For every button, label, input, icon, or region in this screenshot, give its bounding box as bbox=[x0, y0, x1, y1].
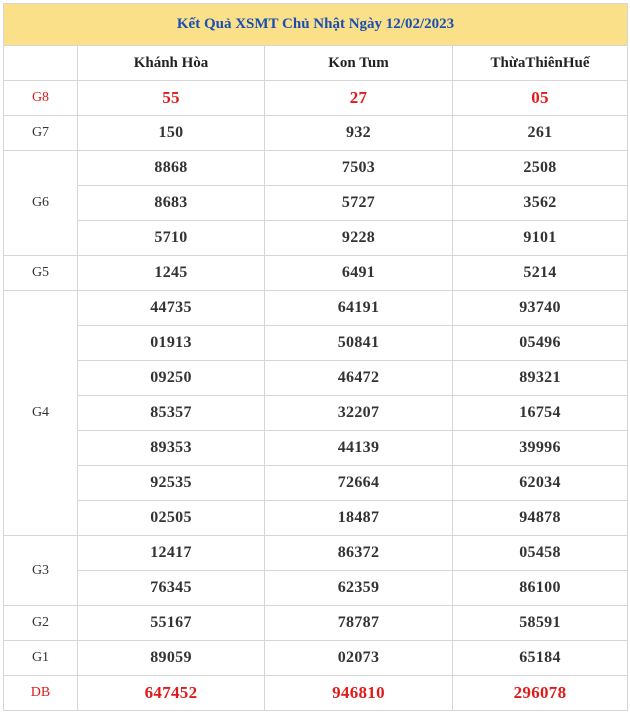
result-number: 5727 bbox=[265, 186, 453, 221]
result-number: 5214 bbox=[453, 256, 628, 291]
prize-row-g4 bbox=[4, 431, 628, 466]
prize-rows bbox=[4, 81, 628, 711]
prize-row-db bbox=[4, 676, 628, 711]
result-number: 8868 bbox=[78, 151, 265, 186]
prize-row-g3 bbox=[4, 536, 628, 571]
prize-label-g1: G1 bbox=[4, 641, 78, 676]
result-number: 86372 bbox=[265, 536, 453, 571]
special-prize-number: 647452 bbox=[78, 676, 265, 711]
result-number: 94878 bbox=[453, 501, 628, 536]
prize-label-g2: G2 bbox=[4, 606, 78, 641]
province-header-row bbox=[4, 46, 628, 81]
province-header: Khánh Hòa bbox=[78, 46, 265, 81]
result-number: 85357 bbox=[78, 396, 265, 431]
prize-label-g6: G6 bbox=[4, 151, 78, 256]
result-number: 7503 bbox=[265, 151, 453, 186]
result-number: 89321 bbox=[453, 361, 628, 396]
result-number: 02505 bbox=[78, 501, 265, 536]
result-number: 09250 bbox=[78, 361, 265, 396]
province-header: ThừaThiênHuế bbox=[453, 46, 628, 81]
prize-row-g4 bbox=[4, 291, 628, 326]
prize-row-g4 bbox=[4, 361, 628, 396]
result-number: 46472 bbox=[265, 361, 453, 396]
prize-label-g8: G8 bbox=[4, 81, 78, 116]
result-number: 89059 bbox=[78, 641, 265, 676]
result-number: 65184 bbox=[453, 641, 628, 676]
prize-column-header bbox=[4, 46, 78, 81]
result-number: 32207 bbox=[265, 396, 453, 431]
result-number: 78787 bbox=[265, 606, 453, 641]
result-number: 5710 bbox=[78, 221, 265, 256]
lottery-results-table bbox=[3, 3, 628, 711]
result-number: 44139 bbox=[265, 431, 453, 466]
special-prize-number: 296078 bbox=[453, 676, 628, 711]
prize-row-g4 bbox=[4, 326, 628, 361]
result-number: 58591 bbox=[453, 606, 628, 641]
result-number: 62359 bbox=[265, 571, 453, 606]
results-container bbox=[3, 3, 627, 711]
prize-label-db: DB bbox=[4, 676, 78, 711]
result-number: 44735 bbox=[78, 291, 265, 326]
province-header: Kon Tum bbox=[265, 46, 453, 81]
result-number: 8683 bbox=[78, 186, 265, 221]
result-number: 932 bbox=[265, 116, 453, 151]
prize-row-g6 bbox=[4, 151, 628, 186]
result-number: 261 bbox=[453, 116, 628, 151]
result-number: 150 bbox=[78, 116, 265, 151]
result-number: 39996 bbox=[453, 431, 628, 466]
result-number: 05458 bbox=[453, 536, 628, 571]
result-number: 12417 bbox=[78, 536, 265, 571]
result-number: 16754 bbox=[453, 396, 628, 431]
result-number: 05496 bbox=[453, 326, 628, 361]
result-number: 64191 bbox=[265, 291, 453, 326]
result-number: 01913 bbox=[78, 326, 265, 361]
result-number: 89353 bbox=[78, 431, 265, 466]
prize-row-g5 bbox=[4, 256, 628, 291]
prize-row-g6 bbox=[4, 186, 628, 221]
result-number: 18487 bbox=[265, 501, 453, 536]
prize-row-g3 bbox=[4, 571, 628, 606]
result-number: 55 bbox=[78, 81, 265, 116]
prize-label-g7: G7 bbox=[4, 116, 78, 151]
result-number: 76345 bbox=[78, 571, 265, 606]
result-number: 02073 bbox=[265, 641, 453, 676]
prize-label-g3: G3 bbox=[4, 536, 78, 606]
prize-row-g8 bbox=[4, 81, 628, 116]
prize-row-g4 bbox=[4, 396, 628, 431]
result-number: 93740 bbox=[453, 291, 628, 326]
result-number: 72664 bbox=[265, 466, 453, 501]
special-prize-number: 946810 bbox=[265, 676, 453, 711]
prize-row-g6 bbox=[4, 221, 628, 256]
prize-row-g7 bbox=[4, 116, 628, 151]
result-number: 27 bbox=[265, 81, 453, 116]
result-number: 9101 bbox=[453, 221, 628, 256]
result-number: 2508 bbox=[453, 151, 628, 186]
results-title: Kết Quả XSMT Chủ Nhật Ngày 12/02/2023 bbox=[4, 4, 628, 46]
prize-row-g4 bbox=[4, 501, 628, 536]
prize-row-g2 bbox=[4, 606, 628, 641]
result-number: 55167 bbox=[78, 606, 265, 641]
result-number: 92535 bbox=[78, 466, 265, 501]
prize-label-g5: G5 bbox=[4, 256, 78, 291]
title-row bbox=[4, 4, 628, 46]
prize-row-g1 bbox=[4, 641, 628, 676]
result-number: 05 bbox=[453, 81, 628, 116]
result-number: 62034 bbox=[453, 466, 628, 501]
result-number: 50841 bbox=[265, 326, 453, 361]
result-number: 86100 bbox=[453, 571, 628, 606]
result-number: 9228 bbox=[265, 221, 453, 256]
prize-label-g4: G4 bbox=[4, 291, 78, 536]
result-number: 1245 bbox=[78, 256, 265, 291]
prize-row-g4 bbox=[4, 466, 628, 501]
result-number: 6491 bbox=[265, 256, 453, 291]
result-number: 3562 bbox=[453, 186, 628, 221]
